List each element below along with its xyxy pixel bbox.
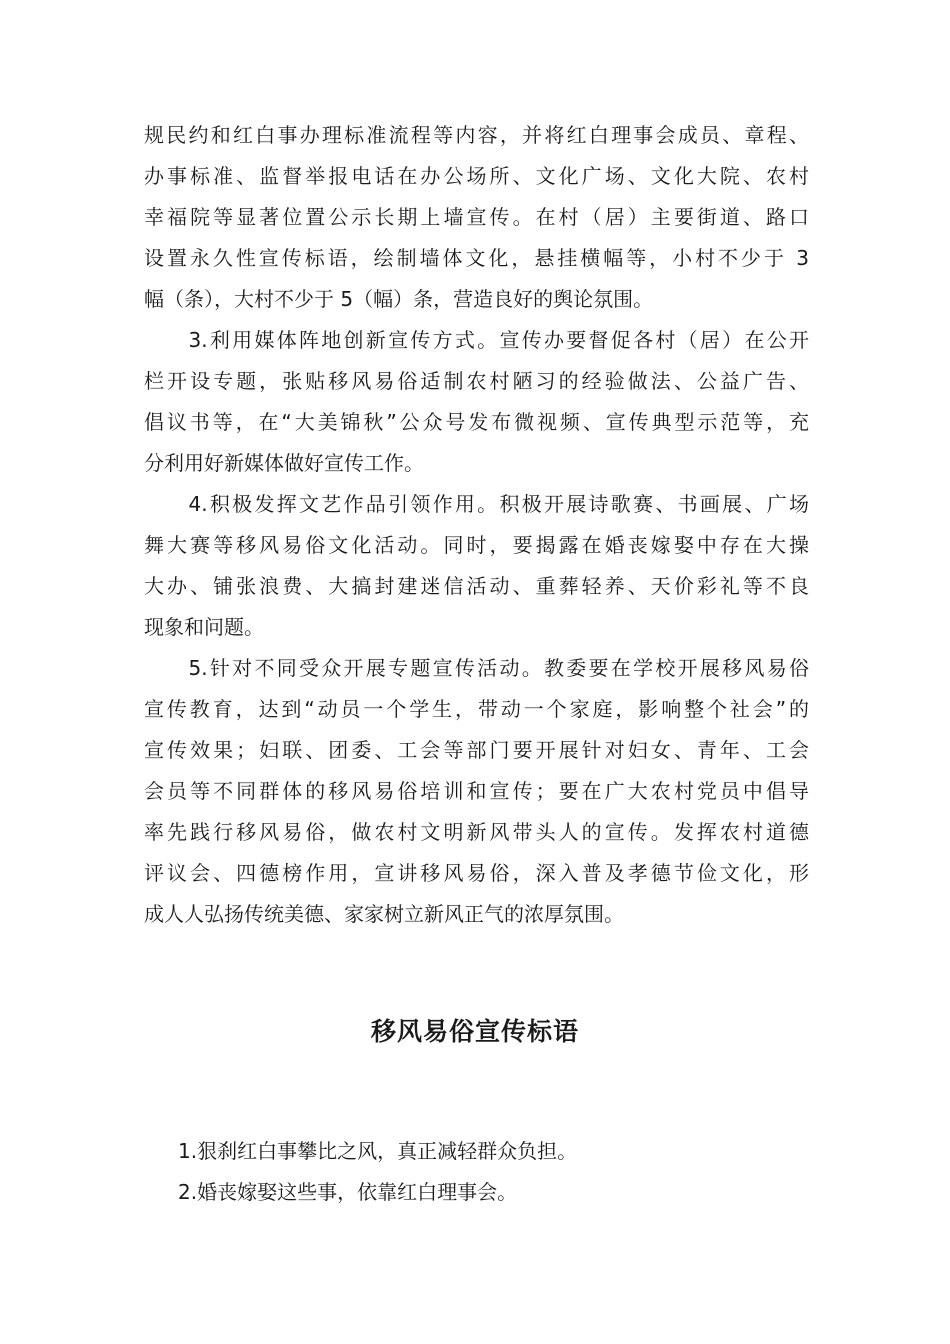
text-line: 设置永久性宣传标语，绘制墙体文化，悬挂横幅等，小村不少于 3 <box>144 246 809 270</box>
slogan-item: 1.狠刹红白事攀比之风，真正减轻群众负担。 <box>178 1139 578 1163</box>
text-line: 规民约和红白事办理标准流程等内容，并将红白理事会成员、章程、 <box>144 123 809 147</box>
section-title: 移风易俗宣传标语 <box>370 1017 579 1046</box>
slogan-item: 2.婚丧嫁娶这些事，依靠红白理事会。 <box>178 1180 518 1204</box>
body-text <box>144 115 809 935</box>
text-line: 栏开设专题，张贴移风易俗适制农村陋习的经验做法、公益广告、 <box>144 369 809 393</box>
text-line: 幅（条），大村不少于 5（幅）条，营造良好的舆论氛围。 <box>144 287 654 311</box>
text-line: 分利用好新媒体做好宣传工作。 <box>144 451 424 475</box>
text-line: 舞大赛等移风易俗文化活动。同时，要揭露在婚丧嫁娶中存在大操 <box>144 533 809 557</box>
slogan-list <box>178 1131 818 1213</box>
text-line: 评议会、四德榜作用，宣讲移风易俗，深入普及孝德节俭文化，形 <box>144 861 809 885</box>
text-line: 成人人弘扬传统美德、家家树立新风正气的浓厚氛围。 <box>144 902 624 926</box>
text-line: 现象和问题。 <box>144 615 264 639</box>
text-line: 5.针对不同受众开展专题宣传活动。教委要在学校开展移风易俗 <box>144 656 809 680</box>
text-line: 会员等不同群体的移风易俗培训和宣传；要在广大农村党员中倡导 <box>144 779 809 803</box>
text-line: 宣传效果；妇联、团委、工会等部门要开展针对妇女、青年、工会 <box>144 738 809 762</box>
text-line: 宣传教育，达到“动员一个学生，带动一个家庭，影响整个社会”的 <box>144 697 809 721</box>
text-line: 倡议书等，在“大美锦秋”公众号发布微视频、宣传典型示范等，充 <box>144 410 809 434</box>
text-line: 率先践行移风易俗，做农村文明新风带头人的宣传。发挥农村道德 <box>144 820 809 844</box>
text-line: 大办、铺张浪费、大搞封建迷信活动、重葬轻养、天价彩礼等不良 <box>144 574 809 598</box>
text-line: 办事标准、监督举报电话在办公场所、文化广场、文化大院、农村 <box>144 164 809 188</box>
text-line: 4.积极发挥文艺作品引领作用。积极开展诗歌赛、书画展、广场 <box>144 492 809 516</box>
text-line: 幸福院等显著位置公示长期上墙宣传。在村（居）主要街道、路口 <box>144 205 809 229</box>
text-line: 3.利用媒体阵地创新宣传方式。宣传办要督促各村（居）在公开 <box>144 328 809 352</box>
